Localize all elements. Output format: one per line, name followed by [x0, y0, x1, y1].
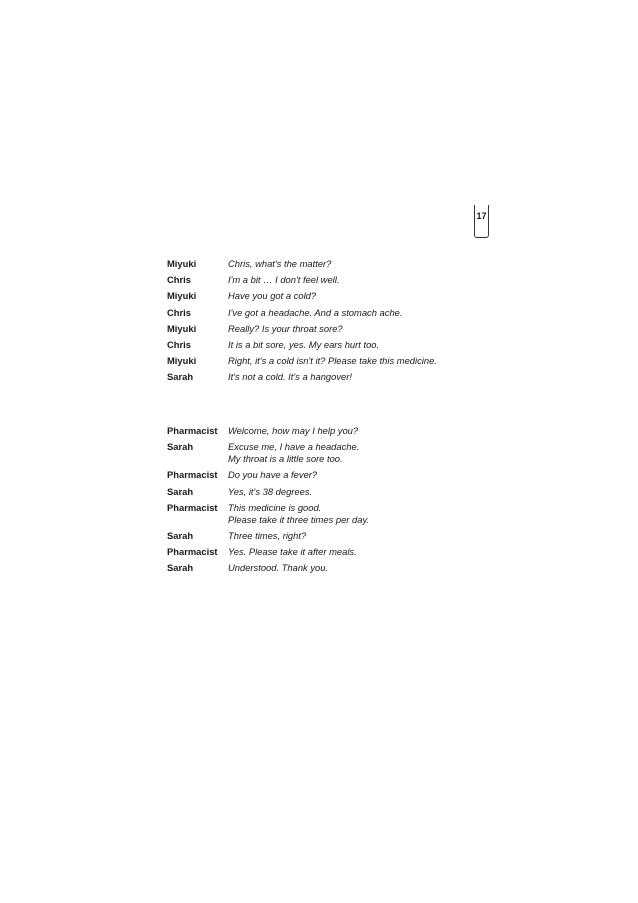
speaker-name: Pharmacist — [167, 501, 218, 513]
speaker-name: Miyuki — [167, 355, 197, 367]
dialogue-line — [167, 425, 507, 437]
dialogue-text: Have you got a cold? — [228, 290, 317, 302]
speaker-name: Miyuki — [167, 322, 197, 334]
speaker-name: Sarah — [167, 371, 194, 383]
speaker-name: Pharmacist — [167, 546, 218, 558]
dialogue-line — [167, 441, 507, 465]
speaker-name: Sarah — [167, 562, 194, 574]
dialogue-line — [167, 502, 507, 526]
dialogue-line — [167, 258, 507, 270]
dialogue-line — [167, 486, 507, 498]
dialogue-text: I've got a headache. And a stomach ache. — [228, 306, 403, 318]
speaker-name: Miyuki — [167, 258, 197, 269]
dialogue-2 — [167, 425, 507, 579]
dialogue-text: This medicine is good. Please take it three times per day. — [228, 501, 370, 525]
dialogue-text: Understood. Thank you. — [228, 562, 329, 574]
dialogue-line — [167, 339, 507, 351]
dialogue-text: Three times, right? — [228, 529, 307, 541]
dialogue-line — [167, 546, 507, 558]
dialogue-text: I'm a bit … I don't feel well. — [228, 274, 340, 286]
dialogue-line — [167, 323, 507, 335]
dialogue-text: Yes, it's 38 degrees. — [228, 485, 313, 497]
dialogue-text: It is a bit sore, yes. My ears hurt too. — [228, 338, 380, 350]
speaker-name: Chris — [167, 338, 191, 350]
dialogue-line — [167, 274, 507, 286]
dialogue-text: Do you have a fever? — [228, 469, 318, 481]
speaker-name: Miyuki — [167, 290, 197, 302]
page-number: 17 — [474, 205, 489, 238]
dialogue-text: Welcome, how may I help you? — [228, 425, 359, 436]
speaker-name: Chris — [167, 306, 191, 318]
dialogue-line — [167, 371, 507, 383]
dialogue-text: Chris, what's the matter? — [228, 258, 332, 269]
dialogue-1 — [167, 258, 507, 388]
dialogue-text: Excuse me, I have a headache. My throat is a little sore too. — [228, 441, 360, 465]
dialogue-text: It's not a cold. It's a hangover! — [228, 371, 352, 383]
dialogue-line — [167, 562, 507, 574]
speaker-name: Sarah — [167, 485, 194, 497]
dialogue-line — [167, 290, 507, 302]
dialogue-line — [167, 307, 507, 319]
speaker-name: Chris — [167, 274, 191, 286]
dialogue-text: Really? Is your throat sore? — [228, 322, 343, 334]
dialogue-line — [167, 469, 507, 481]
speaker-name: Sarah — [167, 529, 194, 541]
dialogue-line — [167, 355, 507, 367]
dialogue-text: Right, it's a cold isn't it? Please take this medicine. — [228, 355, 437, 367]
speaker-name: Pharmacist — [167, 425, 218, 436]
dialogue-line — [167, 530, 507, 542]
dialogue-text: Yes. Please take it after meals. — [228, 546, 357, 558]
speaker-name: Pharmacist — [167, 469, 218, 481]
speaker-name: Sarah — [167, 441, 194, 453]
